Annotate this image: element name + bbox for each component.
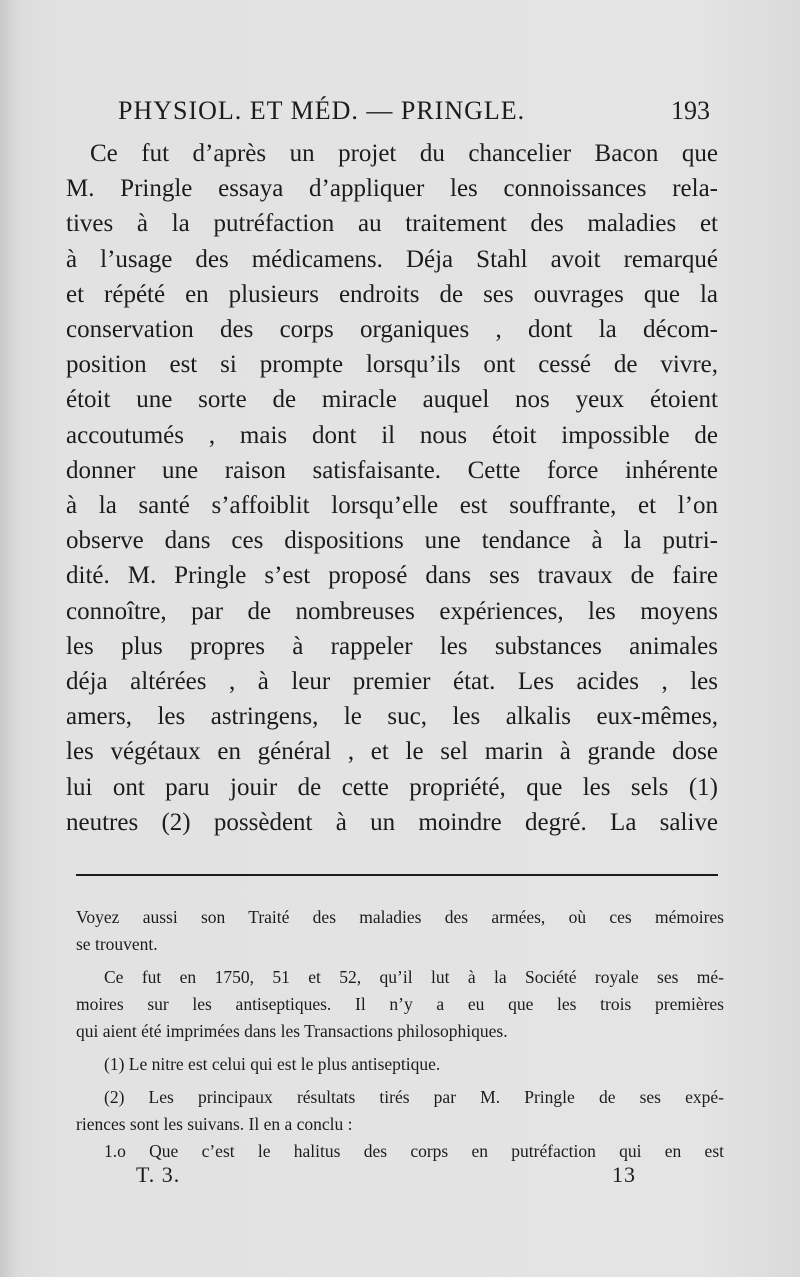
text-line: à l’usage des médicamens. Déja Stahl avoit remarqué [66, 245, 718, 273]
text-line: neutres (2) possèdent à un moindre degré. La salive [66, 808, 718, 836]
signature-volume: T. 3. [136, 1162, 181, 1187]
text-line: accoutumés , mais dont il nous étoit impossible de [66, 421, 718, 449]
footnote-line: moires sur les antiseptiques. Il n’y a eu que les trois premières [76, 994, 724, 1014]
footnote-line: riences sont les suivans. Il en a conclu : [76, 1114, 353, 1134]
footnote-line: Ce fut en 1750, 51 et 52, qu’il lut à la Société royale ses mé- [104, 967, 724, 987]
running-header [118, 96, 710, 126]
footnote-line: (1) Le nitre est celui qui est le plus antiseptique. [104, 1054, 441, 1074]
text-line: Ce fut d’après un projet du chancelier Bacon que [90, 140, 718, 167]
footnote-line: (2) Les principaux résultats tirés par M. Pringle de ses expé- [104, 1087, 724, 1107]
text-line: amers, les astringens, le suc, les alkalis eux-mêmes, [66, 703, 718, 731]
main-text [66, 136, 718, 840]
signature-number: 13 [612, 1162, 636, 1187]
text-line: déja altérées , à leur premier état. Les acides , les [66, 668, 718, 696]
footnote-separator [76, 874, 718, 876]
footnotes [76, 904, 724, 1165]
text-line: les plus propres à rappeler les substances animales [66, 632, 718, 660]
text-line: étoit une sorte de miracle auquel nos yeux étoient [66, 386, 718, 414]
running-title: PHYSIOL. ET MÉD. — PRINGLE. [118, 96, 526, 125]
footnote-line: 1.o Que c’est le halitus des corps en putréfaction qui en est [104, 1141, 724, 1161]
footnote-line: Voyez aussi son Traité des maladies des armées, où ces mémoires [76, 907, 724, 927]
page-number: 193 [671, 96, 710, 125]
text-line: et répété en plusieurs endroits de ses ouvrages que la [66, 280, 718, 308]
text-line: observe dans ces dispositions une tendance à la putri- [66, 527, 718, 555]
footnote-line: se trouvent. [76, 934, 158, 954]
text-line: conservation des corps organiques , dont la décom- [66, 316, 718, 344]
text-line: les végétaux en général , et le sel marin à grande dose [66, 738, 718, 766]
page-footer [136, 1162, 636, 1188]
footnote-line: qui aient été imprimées dans les Transactions philosophiques. [76, 1021, 508, 1041]
text-line: dité. M. Pringle s’est proposé dans ses travaux de faire [66, 562, 718, 590]
text-line: donner une raison satisfaisante. Cette force inhérente [66, 456, 718, 484]
text-line: M. Pringle essaya d’appliquer les connoissances rela- [66, 175, 718, 203]
text-line: tives à la putréfaction au traitement des maladies et [66, 210, 718, 238]
text-line: position est si prompte lorsqu’ils ont cessé de vivre, [66, 351, 718, 379]
text-line: à la santé s’affoiblit lorsqu’elle est souffrante, et l’on [66, 492, 718, 520]
text-line: lui ont paru jouir de cette propriété, que les sels (1) [66, 773, 718, 801]
text-line: connoître, par de nombreuses expériences, les moyens [66, 597, 718, 625]
